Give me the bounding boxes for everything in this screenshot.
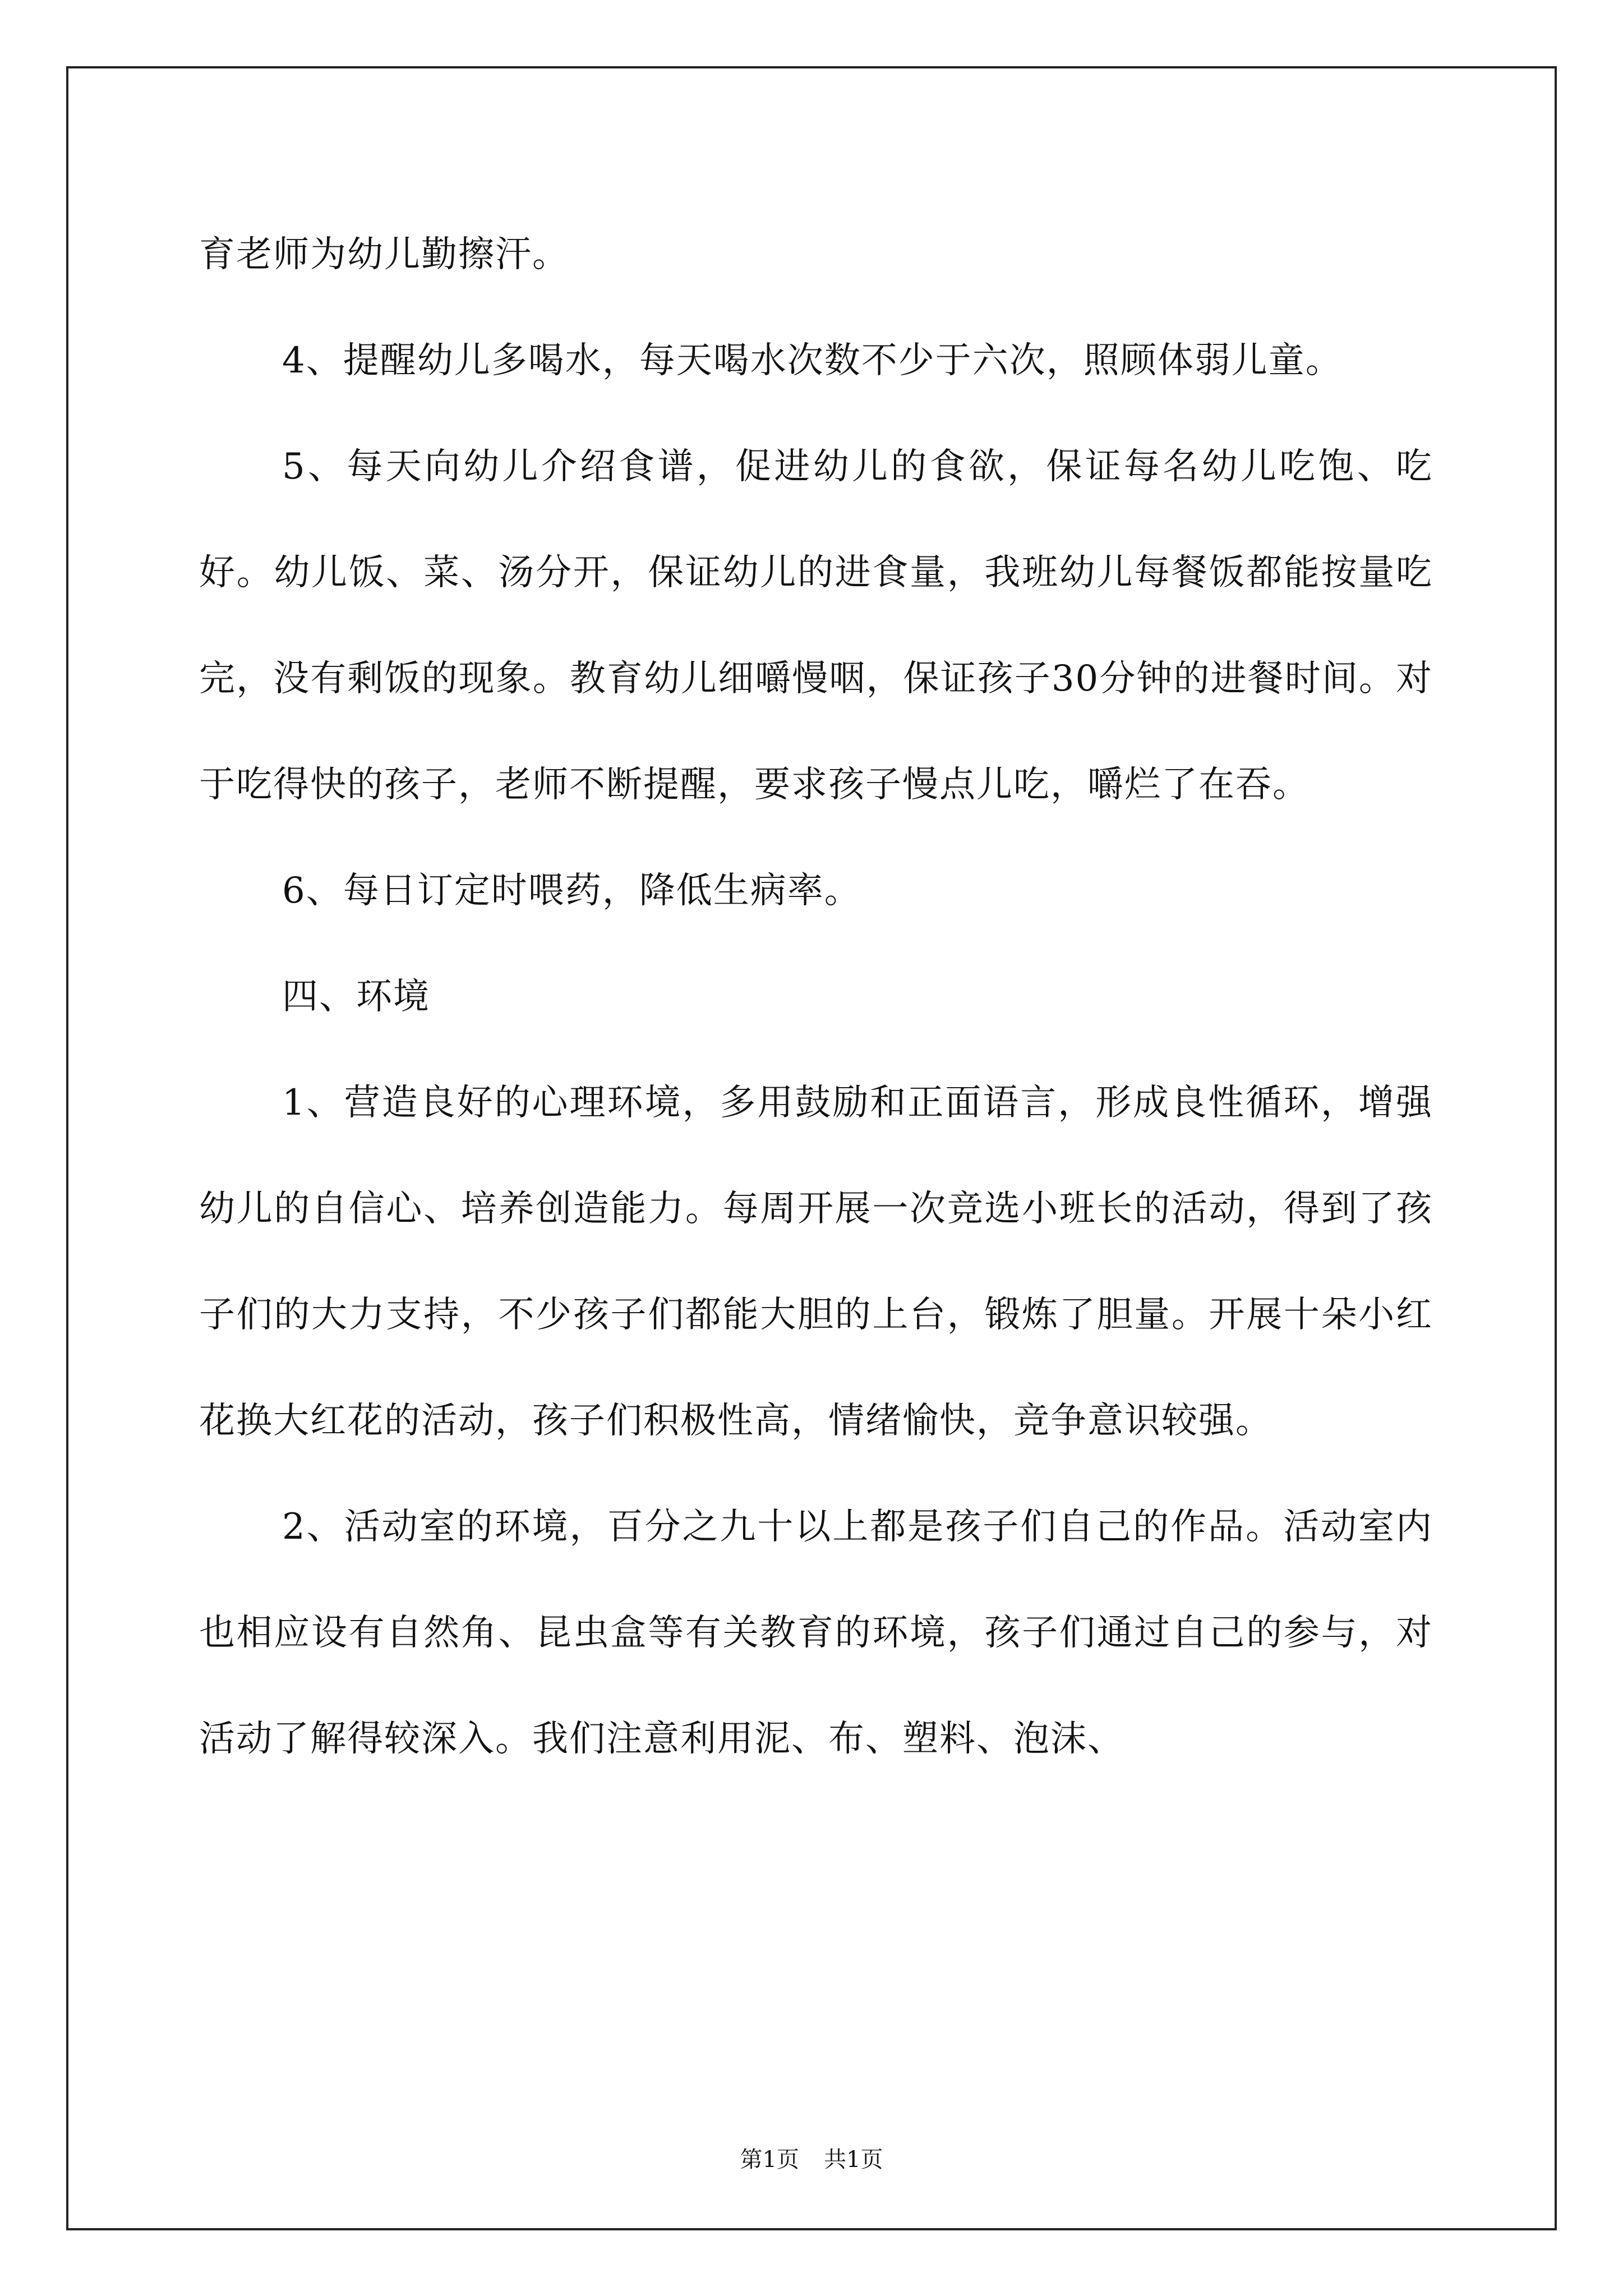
paragraph-1: 育老师为幼儿勤擦汗。 [199,234,569,275]
paragraph-6: 2、活动室的环境，百分之九十以上都是孩子们自己的作品。活动室内也相应设有自然角、昆虫盒等有关教育的环境，孩子们通过自己的参与，对活动了解得较深入。我们注意利用泥、布、塑料、泡沫、 [199,1506,1433,1760]
page-total: 共1页 [824,2147,883,2173]
document-body [199,202,1433,1792]
paragraph-3: 5、每天向幼儿介绍食谱，促进幼儿的食欲，保证每名幼儿吃饱、吃好。幼儿饭、菜、汤分开，保证幼儿的进食量，我班幼儿每餐饭都能按量吃完，没有剩饭的现象。教育幼儿细嚼慢咽，保证孩子30分钟的进餐时间。对于吃得快的孩子，老师不断提醒，要求孩子慢点儿吃，嚼烂了在吞。 [199,446,1433,806]
paragraph-2: 4、提醒幼儿多喝水，每天喝水次数不少于六次，照顾体弱儿童。 [282,340,1343,381]
paragraph-5: 1、营造良好的心理环境，多用鼓励和正面语言，形成良性循环，增强幼儿的自信心、培养创造能力。每周开展一次竞选小班长的活动，得到了孩子们的大力支持，不少孩子们都能大胆的上台，锻炼了胆量。开展十朵小红花换大红花的活动，孩子们积极性高，情绪愉快，竞争意识较强。 [199,1082,1433,1442]
paragraph-4: 6、每日订定时喂药，降低生病率。 [282,870,861,912]
section-heading: 四、环境 [282,976,430,1018]
page-number: 第1页 [740,2147,799,2173]
page-footer [0,2146,1623,2174]
